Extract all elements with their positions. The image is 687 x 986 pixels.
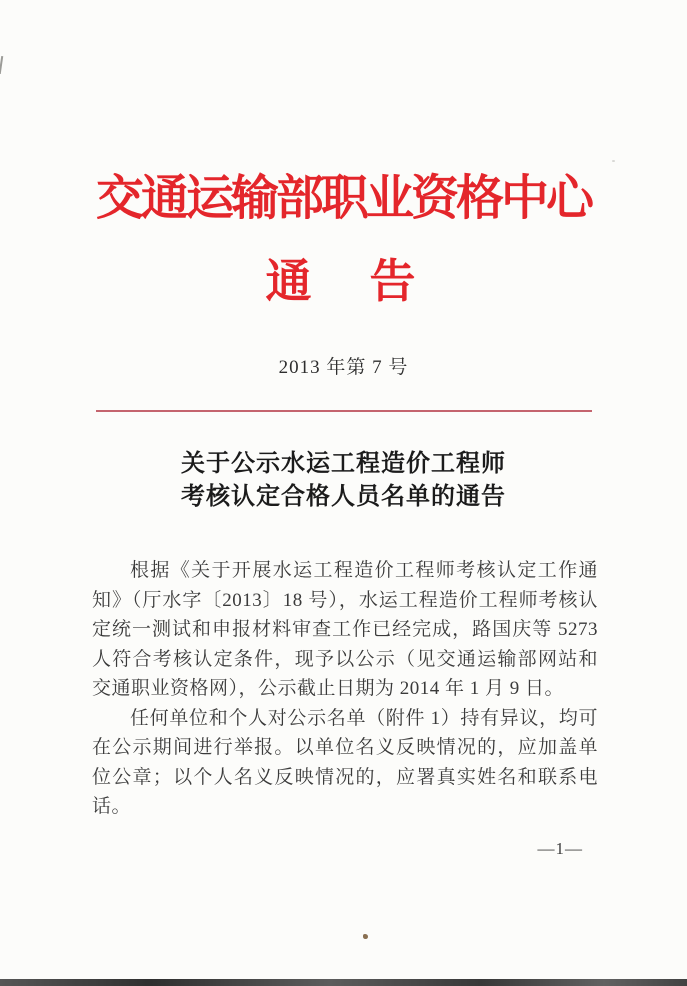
paragraph-2: 任何单位和个人对公示名单（附件 1）持有异议，均可在公示期间进行举报。以单位名义反映情况的，应加盖单位公章；以个人名义反映情况的，应署真实姓名和联系电话。 xyxy=(92,707,598,817)
document-number: 2013 年第 7 号 xyxy=(278,357,409,378)
body-text xyxy=(92,556,598,822)
header-red-rule xyxy=(96,410,592,412)
paragraph-1: 根据《关于开展水运工程造价工程师考核认定工作通知》（厅水字〔2013〕18 号），水运工程造价工程师考核认定统一测试和申报材料审查工作已经完成，路国庆等 5273 人符合考核认定条件，现予以公示（见交通运输部网站和交通职业资格网），公示截止日期为 2014 年 1 月 9 日。 xyxy=(92,560,598,699)
document-title xyxy=(0,448,687,514)
scan-faint-speck xyxy=(612,160,615,162)
notice-type-heading: 通 告 xyxy=(265,256,422,307)
scan-dust-speck xyxy=(363,934,368,939)
page-number: —1— xyxy=(537,839,583,858)
scanner-edge-band xyxy=(0,979,687,986)
issuing-org-name: 交通运输部职业资格中心 xyxy=(95,172,591,225)
document-title-line2: 考核认定合格人员名单的通告 xyxy=(181,484,506,510)
document-title-line1: 关于公示水运工程造价工程师 xyxy=(181,451,506,477)
